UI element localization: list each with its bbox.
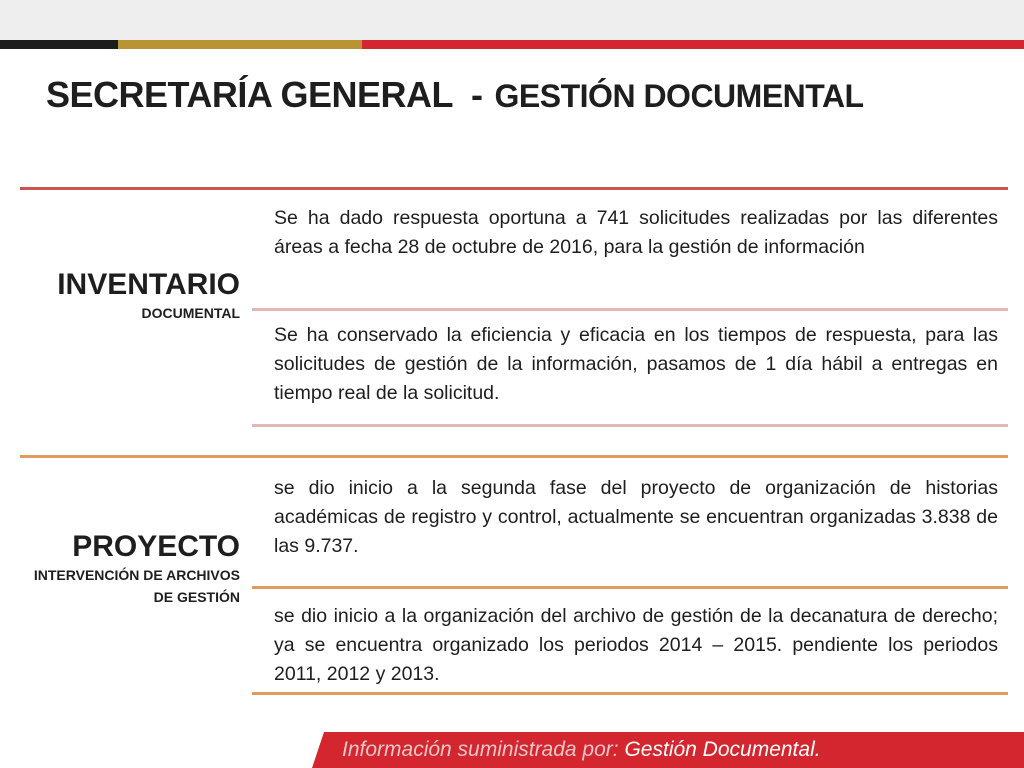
section-inventario bbox=[20, 187, 1008, 434]
section-label bbox=[20, 268, 240, 324]
item-text: se dio inicio a la segunda fase del proyecto de organización de historias académicas de registro y control, actualmente se encuentran organizadas 3.838 de las 9.737. bbox=[274, 477, 998, 557]
section-content bbox=[252, 190, 1008, 434]
list-item bbox=[252, 321, 1008, 427]
accent-stripe-red bbox=[362, 40, 1024, 49]
section-label-main: INVENTARIO bbox=[57, 268, 240, 301]
list-item bbox=[252, 204, 1008, 311]
accent-stripe-gold bbox=[118, 40, 362, 49]
page-title bbox=[46, 74, 864, 116]
item-text: Se ha dado respuesta oportuna a 741 solicitudes realizadas por las diferentes áreas a fecha 28 de octubre de 2016, para la gestión de información bbox=[274, 207, 998, 258]
title-subtitle: GESTIÓN DOCUMENTAL bbox=[494, 78, 864, 114]
accent-stripe-black bbox=[0, 40, 118, 49]
item-text: Se ha conservado la eficiencia y eficacia en los tiempos de respuesta, para las solicitudes de gestión de la información, pasamos de 1 día hábil a entregas en tiempo real de la solicitud. bbox=[274, 324, 998, 404]
top-bar bbox=[0, 0, 1024, 40]
section-content bbox=[252, 458, 1008, 700]
section-proyecto bbox=[20, 455, 1008, 700]
section-label bbox=[20, 530, 240, 608]
title-dash: - bbox=[471, 74, 483, 115]
section-label-sub: DOCUMENTAL bbox=[141, 305, 240, 321]
footer-source: Gestión Documental. bbox=[624, 738, 821, 761]
section-label-sub: INTERVENCIÓN DE ARCHIVOS DE GESTIÓN bbox=[33, 567, 240, 605]
list-item bbox=[252, 602, 1008, 695]
footer-credit bbox=[342, 738, 821, 762]
footer-label: Información suministrada por: bbox=[342, 738, 619, 761]
list-item bbox=[252, 474, 1008, 589]
title-main: SECRETARÍA GENERAL bbox=[46, 74, 454, 115]
section-label-main: PROYECTO bbox=[72, 530, 240, 563]
item-text: se dio inicio a la organización del archivo de gestión de la decanatura de derecho; ya se encuentra organizado los periodos 2014 – 2015. pendiente los periodos 2011, 2012 y 2013. bbox=[274, 605, 998, 685]
